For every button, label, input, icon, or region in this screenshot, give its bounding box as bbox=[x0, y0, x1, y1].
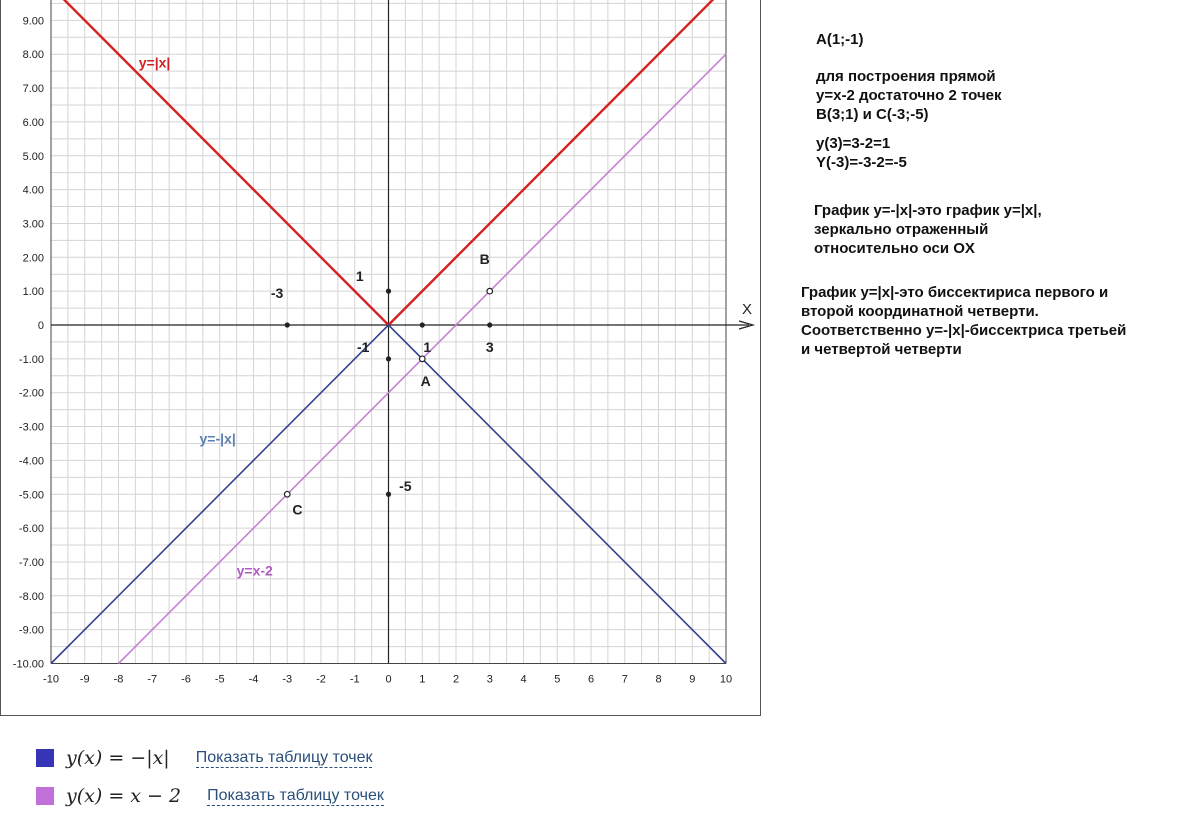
marker-dot bbox=[386, 289, 391, 294]
note-line: A(1;-1) bbox=[816, 31, 864, 48]
annotation-label: A bbox=[420, 372, 431, 389]
show-table-link[interactable]: Показать таблицу точек bbox=[195, 748, 373, 766]
x-tick-label: 8 bbox=[655, 673, 662, 686]
x-tick-label: -6 bbox=[181, 673, 191, 686]
legend-swatch bbox=[36, 787, 54, 805]
x-tick-label: 7 bbox=[621, 673, 628, 686]
x-axis-name: X bbox=[742, 301, 753, 318]
annotation-label: -3 bbox=[270, 284, 284, 301]
annotation-label: 1 bbox=[355, 267, 364, 284]
annotation-label: 1 bbox=[423, 339, 432, 356]
note-construction bbox=[816, 67, 1002, 124]
x-tick-label: -7 bbox=[147, 673, 158, 686]
show-table-link[interactable]: Показать таблицу точек bbox=[207, 786, 384, 804]
annotation-label: -1 bbox=[356, 339, 370, 356]
x-tick-label: 3 bbox=[486, 673, 493, 686]
marker-dot bbox=[386, 492, 391, 497]
chart bbox=[1, 0, 761, 716]
legend-formula: y(x) = −|x| bbox=[66, 747, 170, 769]
x-tick-label: 4 bbox=[520, 673, 527, 686]
y-tick-label: -2.00 bbox=[18, 387, 44, 400]
data-point bbox=[284, 491, 290, 497]
note-line: для построения прямой bbox=[816, 68, 996, 85]
note-line: второй координатной четверти. bbox=[801, 303, 1039, 320]
note-line: и четвертой четверти bbox=[801, 341, 962, 358]
legend-formula: y(x) = x − 2 bbox=[66, 785, 182, 807]
x-tick-label: -2 bbox=[316, 673, 326, 686]
note-line: y=x-2 достаточно 2 точек bbox=[816, 87, 1002, 104]
x-tick-label: -3 bbox=[282, 673, 293, 686]
note-mirror bbox=[814, 201, 1042, 258]
x-tick-label: -1 bbox=[349, 673, 360, 686]
y-tick-label: -7.00 bbox=[18, 556, 44, 569]
x-tick-label: -9 bbox=[79, 673, 90, 686]
y-tick-label: 8.00 bbox=[22, 49, 44, 62]
annotation-label: C bbox=[292, 501, 303, 518]
annotation-label: -5 bbox=[399, 477, 412, 494]
note-line: B(3;1) и C(-3;-5) bbox=[816, 106, 929, 123]
note-line: Y(-3)=-3-2=-5 bbox=[816, 154, 907, 171]
legend-item-neg-abs bbox=[36, 745, 372, 771]
x-tick-label: 2 bbox=[452, 673, 460, 686]
series-label: y=x-2 bbox=[236, 562, 273, 579]
x-tick-label: -10 bbox=[43, 673, 59, 686]
note-line: График y=|x|-это биссектириса первого и bbox=[801, 284, 1109, 301]
x-tick-label: 9 bbox=[689, 673, 696, 686]
note-point-a bbox=[816, 30, 864, 49]
marker-dot bbox=[285, 322, 290, 327]
note-line: График y=-|x|-это график y=|x|, bbox=[814, 202, 1042, 219]
y-tick-label: -6.00 bbox=[18, 523, 44, 536]
x-tick-label: 1 bbox=[419, 673, 426, 686]
y-tick-label: -1.00 bbox=[18, 353, 44, 366]
x-tick-label: 0 bbox=[385, 673, 392, 686]
annotation-label: B bbox=[479, 251, 490, 268]
marker-dot bbox=[487, 322, 492, 327]
data-point bbox=[487, 288, 493, 294]
x-tick-label: -5 bbox=[214, 673, 225, 686]
x-tick-label: 5 bbox=[554, 673, 561, 686]
data-point bbox=[419, 356, 425, 362]
x-tick-label: -8 bbox=[113, 673, 124, 686]
y-tick-label: 1.00 bbox=[22, 286, 44, 299]
x-tick-label: 10 bbox=[719, 673, 733, 686]
series-label: y=|x| bbox=[138, 54, 171, 71]
y-tick-label: -3.00 bbox=[18, 421, 44, 434]
y-tick-label: 9.00 bbox=[22, 15, 44, 28]
y-tick-label: 2.00 bbox=[22, 252, 44, 265]
y-tick-label: -9.00 bbox=[18, 624, 44, 637]
note-line: зеркально отраженный bbox=[814, 221, 989, 238]
note-line: Соответственно y=-|x|-биссектриса третьей bbox=[801, 322, 1127, 339]
y-tick-label: -5.00 bbox=[18, 489, 44, 502]
marker-dot bbox=[386, 356, 391, 361]
y-tick-label: -4.00 bbox=[18, 455, 44, 468]
note-bisector bbox=[801, 283, 1126, 359]
y-tick-label: 4.00 bbox=[22, 184, 44, 197]
y-tick-label: 5.00 bbox=[22, 150, 44, 163]
annotation-label: 3 bbox=[485, 339, 494, 356]
x-tick-label: -4 bbox=[248, 673, 259, 686]
y-tick-label: 0 bbox=[37, 320, 44, 332]
note-calc bbox=[816, 134, 907, 172]
x-tick-label: 6 bbox=[587, 673, 595, 686]
y-tick-label: 7.00 bbox=[22, 83, 44, 96]
legend-item-x-minus-2 bbox=[36, 783, 384, 809]
y-tick-label: 6.00 bbox=[22, 116, 44, 129]
note-line: относительно оси OX bbox=[814, 240, 975, 257]
marker-dot bbox=[420, 322, 425, 327]
y-tick-label: -10.00 bbox=[12, 658, 44, 671]
legend-swatch bbox=[36, 749, 54, 767]
y-tick-label: 3.00 bbox=[22, 218, 44, 231]
y-tick-label: -8.00 bbox=[18, 590, 44, 603]
series-label: y=-|x| bbox=[199, 430, 236, 447]
note-line: y(3)=3-2=1 bbox=[816, 135, 891, 152]
